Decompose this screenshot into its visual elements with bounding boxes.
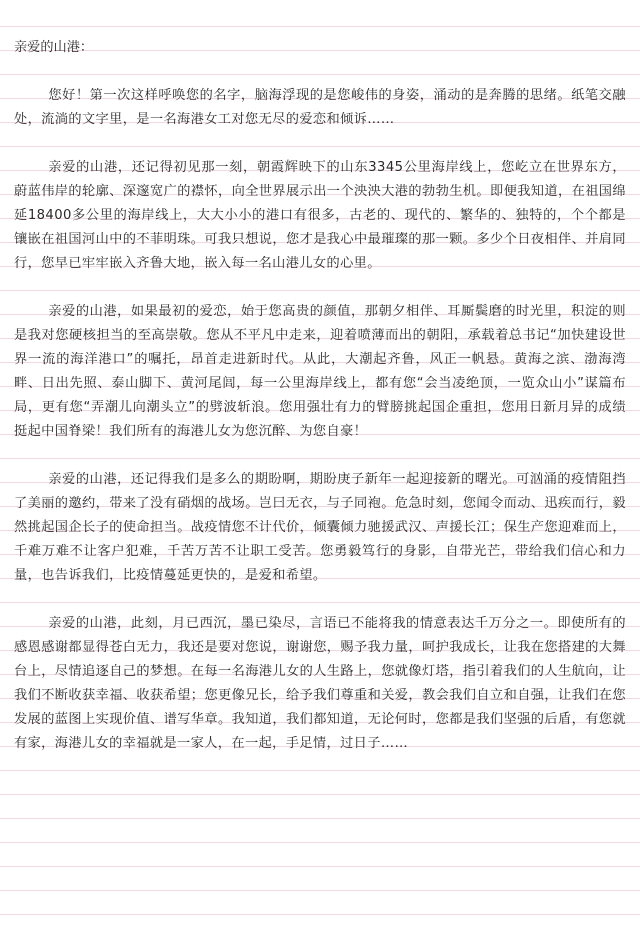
letter-paragraph-1: 您好！第一次这样呼唤您的名字，脑海浮现的是您峻伟的身姿，涌动的是奔腾的思绪。纸笔交融处，流淌的文字里，是一名海港女工对您无尽的爱恋和倾诉……	[14, 88, 626, 127]
letter-salutation: 亲爱的山港：	[14, 40, 94, 55]
letter-paragraph-4: 亲爱的山港，还记得我们是多么的期盼啊，期盼庚子新年一起迎接新的曙光。可汹涌的疫情阻挡了美丽的邀约，带来了没有硝烟的战场。岂曰无衣，与子同袍。危急时刻，您闻令而动、迅疾而行，毅然挑起国企长子的使命担当。战疫情您不计代价，倾囊倾力驰援武汉、声援长江；保生产您迎难而上，千难万难不让客户犯难，千苦万苦不让职工受苦。您勇毅笃行的身影，自带光芒，带给我们信心和力量，也告诉我们，比疫情蔓延更快的，是爱和希望。	[14, 472, 626, 583]
letter-paragraph-2: 亲爱的山港，还记得初见那一刻，朝霞辉映下的山东3345公里海岸线上，您屹立在世界东方，蔚蓝伟岸的轮廓、深邃宽广的襟怀，向全世界展示出一个泱泱大港的勃勃生机。即便我知道，在祖国绵延18400多公里的海岸线上，大大小小的港口有很多，古老的、现代的、繁华的、独特的，个个都是镶嵌在祖国河山中的不菲明珠。可我只想说，您才是我心中最璀璨的那一颗。多少个日夜相伴、并肩同行，您早已牢牢嵌入齐鲁大地，嵌入每一名山港儿女的心里。	[14, 160, 626, 271]
letter-paragraph-3: 亲爱的山港，如果最初的爱恋，始于您高贵的颜值，那朝夕相伴、耳厮鬓磨的时光里，积淀的则是我对您硬核担当的至高崇敬。您从不平凡中走来，迎着喷薄而出的朝阳，承载着总书记“加快建设世界一流的海洋港口”的嘱托，昂首走进新时代。从此，大潮起齐鲁，风正一帆悬。黄海之滨、渤海湾畔、日出先照、泰山脚下、黄河尾闾，每一公里海岸线上，都有您“会当凌绝顶，一览众山小”谋篇布局，更有您“弄潮儿向潮头立”的劈波斩浪。您用强壮有力的臂膀挑起国企重担，您用日新月异的成绩挺起中国脊梁！我们所有的海港儿女为您沉醉、为您自豪！	[14, 304, 626, 439]
letter-paragraph-5: 亲爱的山港，此刻，月已西沉，墨已染尽，言语已不能将我的情意表达千万分之一。即使所有的感恩感谢都显得苍白无力，我还是要对您说，谢谢您，赐予我力量，呵护我成长，让我在您搭建的大舞台上，尽情追逐自己的梦想。在每一名海港儿女的人生路上，您就像灯塔，指引着我们的人生航向，让我们不断收获幸福、收获希望；您更像兄长，给予我们尊重和关爱，教会我们自立和自强，让我们在您发展的蓝图上实现价值、谱写华章。我知道，我们都知道，无论何时，您都是我们坚强的后盾，有您就有家，海港儿女的幸福就是一家人，在一起，手足情，过日子……	[14, 616, 626, 751]
